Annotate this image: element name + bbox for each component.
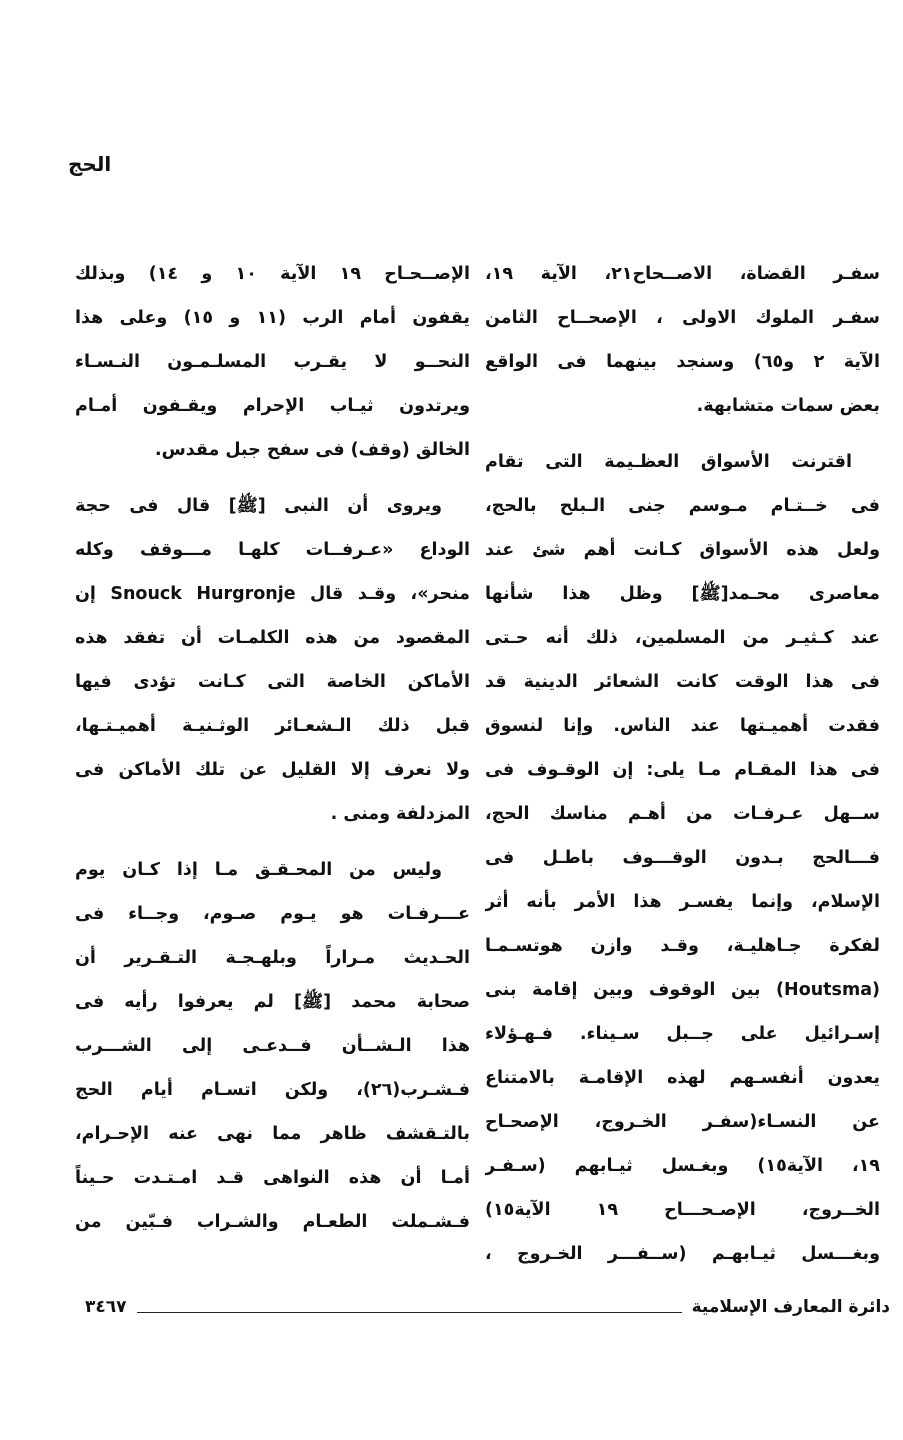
text-line: يقفون أمام الرب (١١ و ١٥) وعلى هذا <box>75 308 470 328</box>
text-line: الخــروج، الإصـحـــاح ١٩ الآية١٥) <box>485 1200 880 1220</box>
text-line: إسـرائيل على جــبل سـيناء. فـهـؤلاء <box>485 1024 880 1044</box>
text-line: هذا الـشــأن فــدعـى إلى الشـــرب <box>75 1036 470 1056</box>
page-footer <box>85 1292 890 1322</box>
text-line: فـشـرب(٢٦)، ولكن اتسـام أيام الحج <box>75 1080 470 1100</box>
text-line: الأماكن الخاصة التى كـانت تؤدى فيها <box>75 672 470 692</box>
text-line: أمـا أن هذه النواهى قـد امـتـدت حـيناً <box>75 1168 470 1188</box>
paragraph <box>485 440 880 1276</box>
text-line: الخالق (وقف) فى سفح جبل مقدس. <box>154 440 470 460</box>
text-line: وليس من المحـقـق مـا إذا كـان يوم <box>75 860 442 880</box>
text-line: معاصرى محـمد[ﷺ] وظل هذا شأنها <box>485 584 880 604</box>
text-line: فى خــتـام مـوسم جنى الـبلح بالحج، <box>485 496 880 516</box>
text-line: فـــالحج بـدون الوقـــوف باطـل فى <box>485 848 880 868</box>
text-line: المقصود من هذه الكلمـات أن تفقد هذه <box>75 628 470 648</box>
text-line: فقدت أهميـتها عند الناس. وإنا لنسوق <box>485 716 880 736</box>
publication-title: دائرة المعارف الإسلامية <box>691 1297 890 1317</box>
text-line: يعدون أنفسـهم لهذه الإقامـة بالامتناع <box>485 1068 880 1088</box>
text-line: منحر»، وقـد قال Snouck Hurgronje إن <box>75 584 470 604</box>
paragraph <box>75 848 470 1244</box>
text-line: سفـر الملوك الاولى ، الإصحــاح الثامن <box>485 308 880 328</box>
text-line: الإسلام، وإنما يفسـر هذا الأمر بأنه أثر <box>485 892 880 912</box>
text-line: وبغـــسل ثيـابهـم (ســفـــر الخـروج ، <box>485 1244 880 1264</box>
text-line: قبل ذلك الـشعـائر الوثـنيـة أهميـتـها، <box>75 716 470 736</box>
text-line: بالتـقشف ظاهر مما نهى عنه الإحـرام، <box>75 1124 470 1144</box>
text-line: (Houtsma) بين الوقوف وبين إقامة بنى <box>485 980 880 1000</box>
text-line: بعض سمات متشابهة. <box>696 396 880 416</box>
text-line: المزدلفة ومنى . <box>330 804 470 824</box>
text-line: الوداع «عـرفــات كلهـا مـــوقف وكله <box>75 540 470 560</box>
page-number: ٣٤٦٧ <box>85 1297 127 1317</box>
text-line: الحـديث مـراراً وبلهـجـة التـقـرير أن <box>75 948 470 968</box>
text-line: عند كـثيـر من المسلمين، ذلك أنه حـتى <box>485 628 880 648</box>
text-line: سفـر القضاة، الاصــحاح٢١، الآية ١٩، <box>485 264 880 284</box>
footer-rule <box>137 1312 682 1313</box>
text-line: اقترنت الأسواق العظـيمة التى تقام <box>485 452 852 472</box>
text-line: عـــرفـات هو يـوم صـوم، وجــاء فى <box>75 904 470 924</box>
text-line: فى هذا الوقت كانت الشعائر الدينية قد <box>485 672 880 692</box>
text-line: لفكرة جـاهليـة، وقـد وازن هوتسـمـا <box>485 936 880 956</box>
right-column <box>485 252 880 1288</box>
text-line: النحــو لا يقـرب المسلـمـون النـسـاء <box>75 352 470 372</box>
text-line: ويرتدون ثيـاب الإحرام ويقـفون أمـام <box>75 396 470 416</box>
paragraph <box>75 252 470 472</box>
paragraph <box>75 484 470 836</box>
text-line: ويروى أن النبى [ﷺ] قال فى حجة <box>75 496 442 516</box>
text-line: الآية ٢ و٦٥) وسنجد بينهما فى الواقع <box>485 352 880 372</box>
paragraph <box>485 252 880 428</box>
text-line: فـشـملت الطعـام والشـراب فـبّين من <box>75 1212 470 1232</box>
text-line: ســهل عـرفـات من أهـم مناسك الحج، <box>485 804 880 824</box>
text-line: الإصــحـاح ١٩ الآية ١٠ و ١٤) وبذلك <box>75 264 470 284</box>
text-line: ولعل هذه الأسواق كـانت أهم شئ عند <box>485 540 880 560</box>
text-line: فى هذا المقـام مـا يلى: إن الوقـوف فى <box>485 760 880 780</box>
text-line: ١٩، الآية١٥) وبغـسل ثيـابهم (سـفـر <box>485 1156 880 1176</box>
left-column <box>75 252 470 1256</box>
text-line: ولا نعرف إلا القليل عن تلك الأماكن فى <box>75 760 470 780</box>
text-line: صحابة محمد [ﷺ] لم يعرفوا رأيه فى <box>75 992 470 1012</box>
text-line: عن النسـاء(سفـر الخـروج، الإصحـاح <box>485 1112 880 1132</box>
running-title: الحج <box>68 152 112 176</box>
